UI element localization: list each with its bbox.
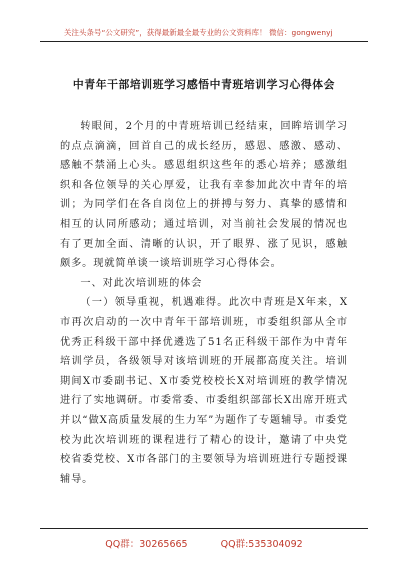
footer-qq-group-1: QQ群：30265665 bbox=[105, 539, 188, 550]
footer-divider bbox=[40, 528, 368, 529]
document-body bbox=[60, 117, 348, 489]
section-heading: 一、对此次培训班的体会 bbox=[80, 277, 203, 289]
header-divider bbox=[40, 41, 368, 42]
paragraph-intro: 转眼间，2个月的中青班培训已经结束，回眸培训学习的点点滴滴，回首自己的成长经历，感恩、感激、感动、感触不禁涌上心头。感恩组织这些年的悉心培养；感激组织和各位领导的关心厚爱，让我有幸参加此次中青年的培训；为同学们在各自岗位上的拼搏与努力、真挚的感情和相互的认同所感动；通过培训，对当前社会发展的情况也有了更加全面、清晰的认识，开了眼界、涨了见识，感触颇多。现就简单谈一谈培训班学习心得体会。 bbox=[60, 121, 348, 270]
document-title: 中青年干部培训班学习感悟中青班培训学习心得体会 bbox=[72, 78, 336, 91]
page-header-ad: 关注头条号“公文研究”，获得最新最全最专业的公文资料库！ 微信：gongwenyj bbox=[64, 28, 333, 37]
page-footer bbox=[0, 536, 408, 550]
footer-qq-group-2: QQ群:535304092 bbox=[220, 539, 303, 550]
paragraph-section-1: （一）领导重视，机遇难得。此次中青班是X年来，X市再次启动的一次中青年干部培训班，市委组织部从全市优秀正科级干部中择优遴选了51名正科级干部作为中青年培训学员，各级领导对该培训班的开展都高度关注。培训期间X市委副书记、X市委党校校长X对培训班的教学情况进行了实地调研。市委常委、市委组织部部长X出席开班式并以“做X高质量发展的生力军”为题作了专题辅导。市委党校为此次培训班的课程进行了精心的设计，邀请了中央党校省委党校、X市各部门的主要领导为培训班进行专题授课辅导。 bbox=[60, 297, 348, 485]
